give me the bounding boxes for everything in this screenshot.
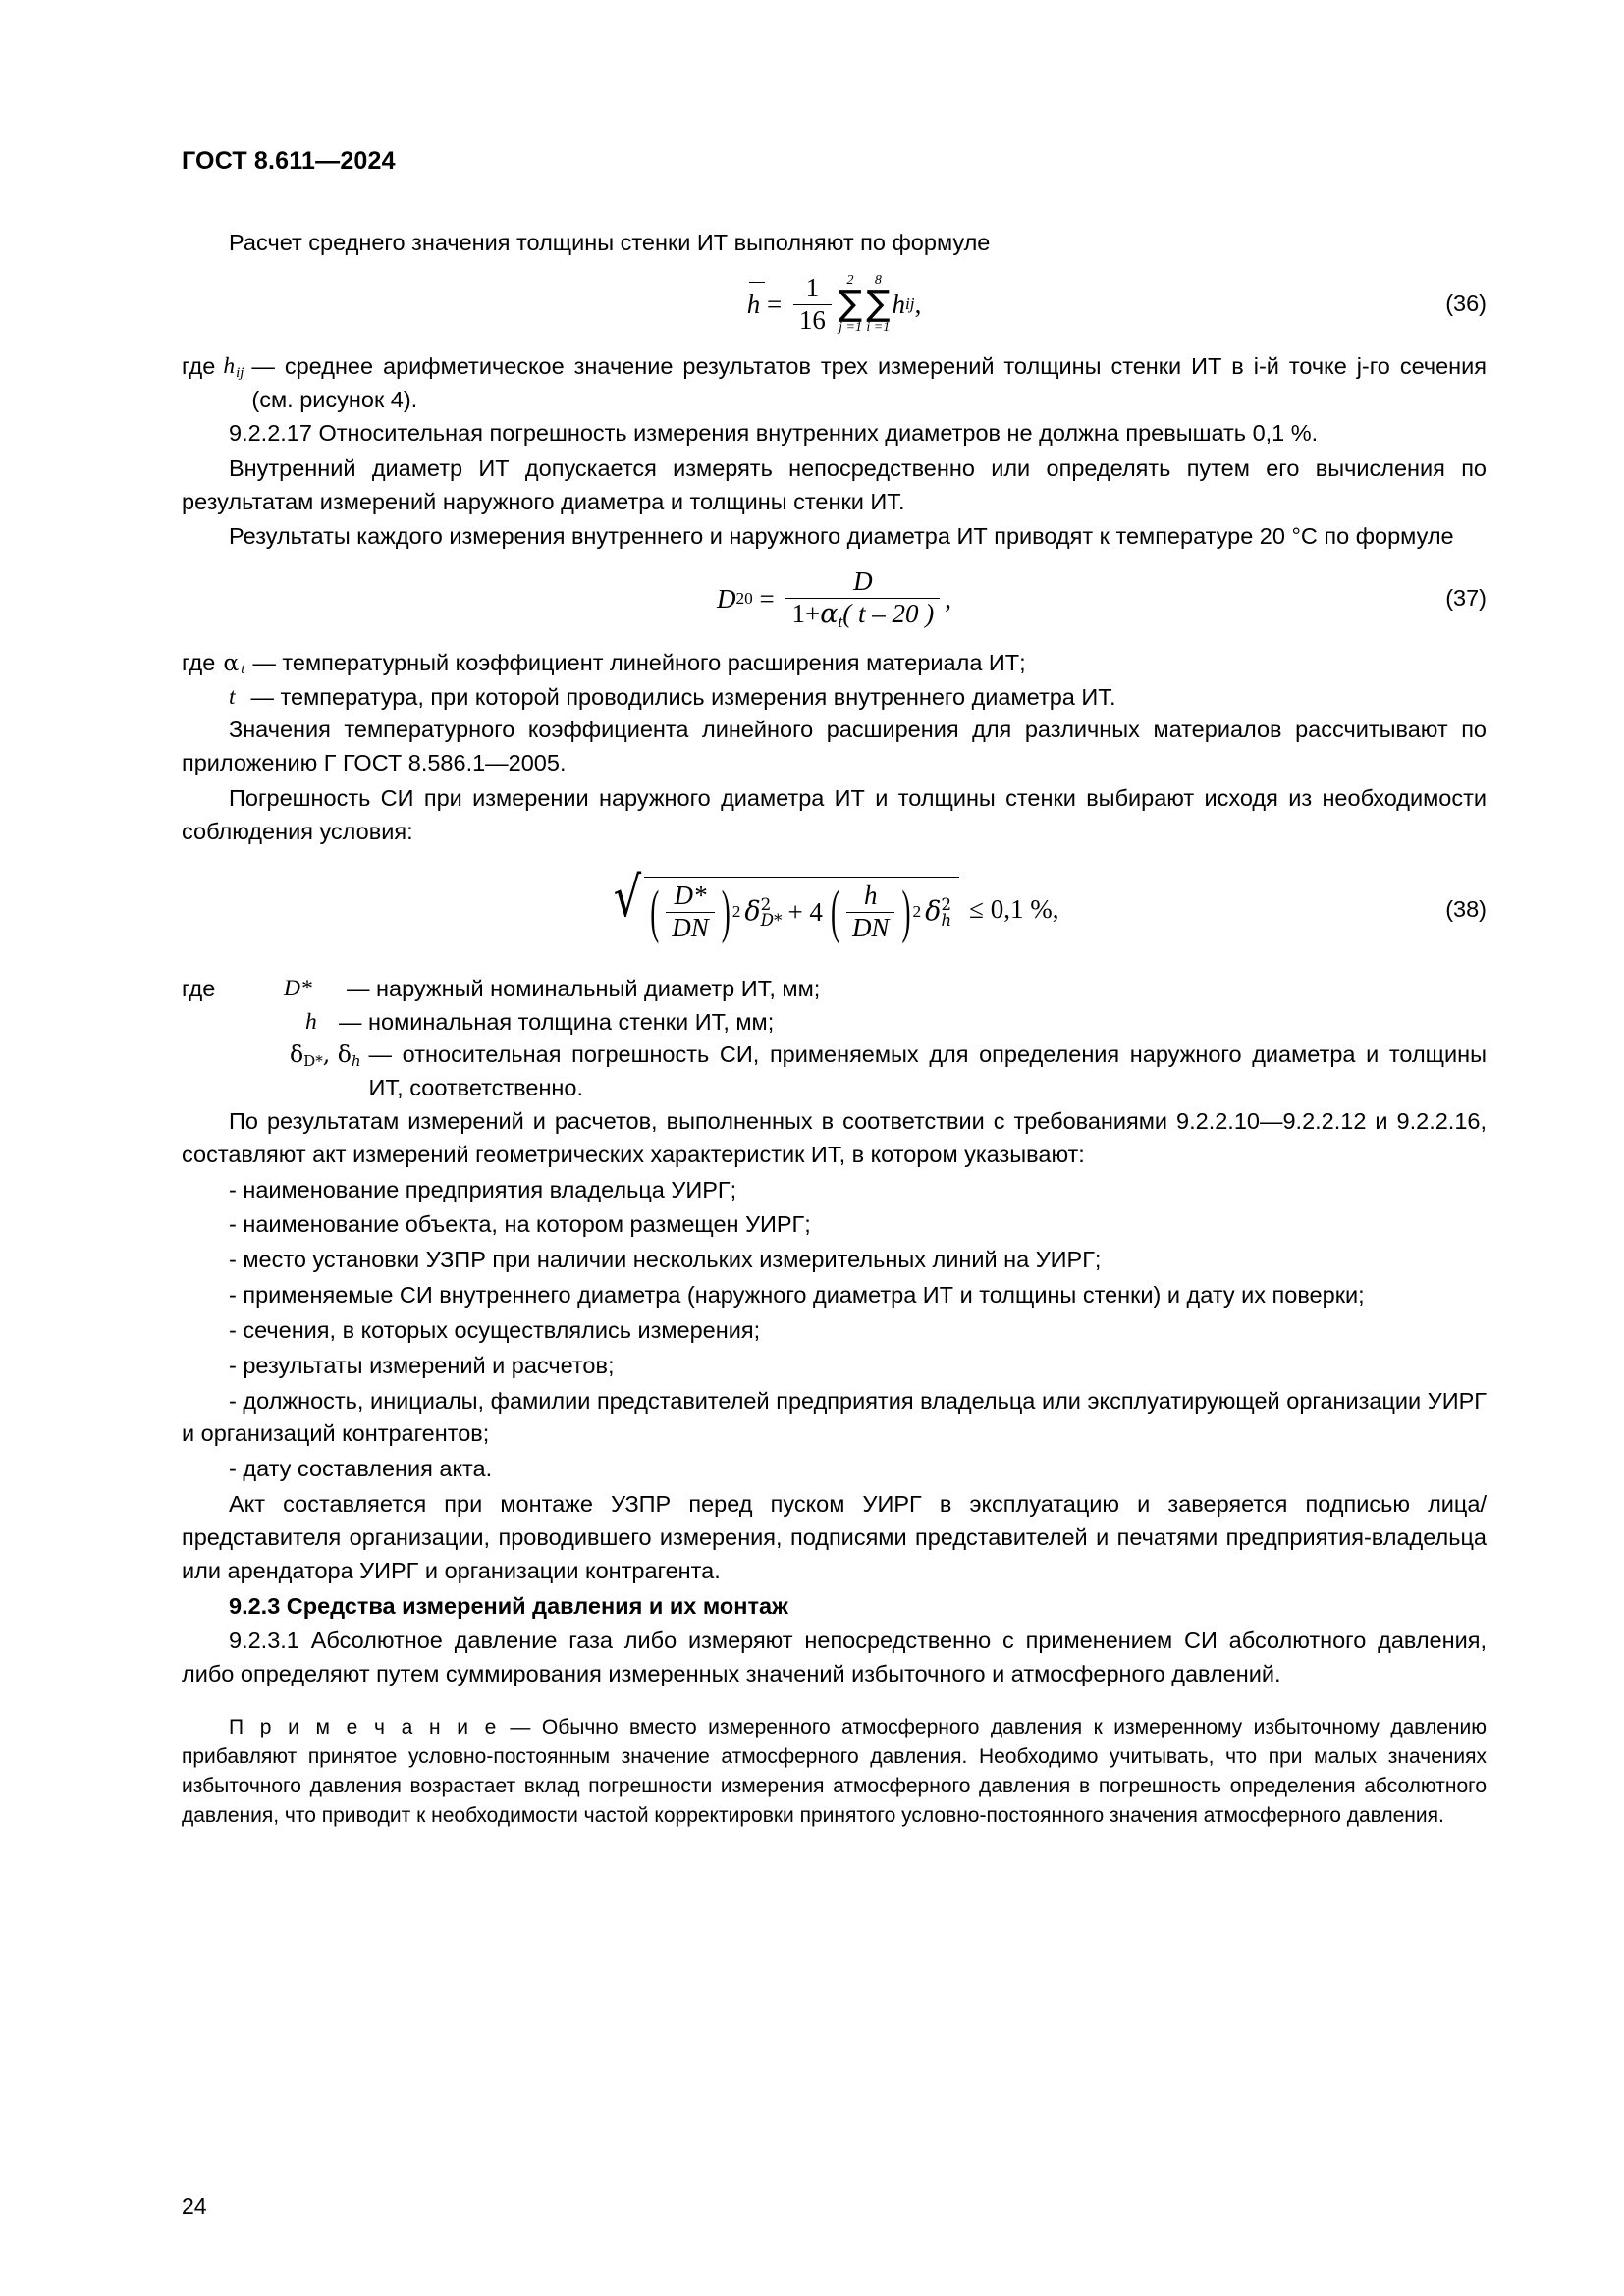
where-label-37: где (182, 649, 216, 675)
formula-38-number: (38) (1445, 895, 1487, 922)
paragraph-temperature-reduction: Результаты каждого измерения внутреннего и наружного диаметра ИТ приводят к температуре 20 °С по формуле (229, 523, 1454, 550)
paragraph-intro: Расчет среднего значения толщины стенки ИТ выполняют по формуле (229, 230, 991, 255)
where-text-38-d: — наружный номинальный диаметр ИТ, мм; (347, 975, 821, 1001)
formula-36-lhs: h (746, 289, 761, 319)
list-item: - место установки УЗПР при наличии нескольких измерительных линий на УИРГ; (229, 1247, 1102, 1273)
where-symbol-37: α (223, 648, 240, 676)
where-block-38-line3: $\delta_{D*}$, $\delta_h$ — относительная погрешность СИ, применяемых для определения наружного диаметра и толщины ИТ, соответственно. (182, 1039, 1487, 1105)
where-text-38-h: — номинальная толщина стенки ИТ, мм; (339, 1008, 775, 1035)
formula-36 (182, 274, 1487, 335)
list-item: - наименование объекта, на котором размещен УИРГ; (229, 1211, 811, 1238)
page-number: 24 (182, 2193, 207, 2218)
list-item: - применяемые СИ внутреннего диаметра (наружного диаметра ИТ и толщины стенки) и дату их поверки; (229, 1282, 1365, 1308)
paragraph-si-error: Погрешность СИ при измерении наружного диаметра ИТ и толщины стенки выбирают исходя из необходимости соблюдения условия: (182, 785, 1487, 844)
page-content (182, 227, 1487, 1830)
list-item: - дату составления акта. (229, 1456, 493, 1482)
list-item: - должность, инициалы, фамилии представителей предприятия владельца или эксплуатирующей организации УИРГ и организаций контрагентов; (182, 1387, 1487, 1447)
formula-38-rhs: ≤ 0,1 %, (969, 894, 1059, 925)
paragraph-inner-diameter: Внутренний диаметр ИТ допускается измерять непосредственно или определять путем его вычисления по результатам измерений наружного диаметра и толщины стенки ИТ. (182, 454, 1487, 514)
formula-37 (182, 567, 1487, 631)
where-label-36: где (182, 353, 216, 380)
where-label-38: где (182, 975, 216, 1001)
formula-38-expression (610, 866, 1059, 944)
formula-36-fraction: $\frac{1}{16}$ (793, 274, 832, 335)
formula-38 (182, 863, 1487, 957)
where-symbol-36: h (223, 353, 236, 380)
note-label: П р и м е ч а н и е (229, 1716, 499, 1739)
where-block-37-line2 (182, 681, 1487, 715)
formula-37-number: (37) (1445, 585, 1487, 612)
note-text: — Обычно вместо измеренного атмосферного давления к измеренному избыточному давлению прибавляют принятое условно-постоянным значение атмосферного давления. Необходимо учитывать, что при малых значениях избыточного давления возрастает вклад погрешности измерения атмосферного давления в погрешность определения абсолютного давления, что приводит к необходимости частой корректировки принятого условно-постоянного значения атмосферного давления. (182, 1716, 1487, 1827)
formula-37-expression: D 20 = $\frac{D}{1+\alpha_t( t - 20 )}$ , (716, 566, 951, 631)
formula-36-expression: h = $\frac{1}{16}$ 2 ∑ j =1 8 ∑ i =1 h ij , (746, 272, 922, 336)
where-symbol-38-delta-d: δ (290, 1041, 304, 1069)
formula-38-sqrt: √ ( $\frac{D*}{DN}$ ) 2 δ 2 D* + 4 ( $\frac{h}{DN}$ ) 2 δ 2 h (610, 877, 960, 942)
where-block-38-line1 (182, 973, 1487, 1006)
where-text-38-delta: — относительная погрешность СИ, применяемых для определения наружного диаметра и толщины ИТ, соответственно. (368, 1041, 1487, 1101)
where-block-36: где h $_{ij}$ — среднее арифметическое значение результатов трех измерений толщины стенки ИТ в i-й точке j-го сечения (см. рисунок 4). (182, 350, 1487, 417)
section-heading-9-2-3: 9.2.3 Средства измерений давления и их монтаж (229, 1592, 788, 1619)
page-header-standard-code: ГОСТ 8.611—2024 (182, 147, 396, 175)
formula-37-fraction: $\frac{D}{1+\alpha_t( t - 20 )}$ (785, 567, 940, 631)
list-item: - сечения, в которых осуществлялись измерения; (229, 1316, 761, 1343)
where-text-37-t: — температура, при которой проводились измерения внутреннего диаметра ИТ. (250, 683, 1116, 710)
where-symbol-38-d: D* (284, 975, 312, 1001)
where-symbol-38-h: h (305, 1008, 317, 1035)
paragraph-alpha-values: Значения температурного коэффициента линейного расширения для различных материалов рассчитывают по приложению Г ГОСТ 8.586.1—2005. (182, 717, 1487, 776)
formula-36-sum-j: 2 ∑ j =1 (838, 272, 863, 336)
formula-36-sum-i: 8 ∑ i =1 (866, 272, 891, 336)
paragraph-9-2-3-1: 9.2.3.1 Абсолютное давление газа либо измеряют непосредственно с применением СИ абсолютного давления, либо определяют путем суммирования измеренных значений избыточного и атмосферного давлений. (182, 1628, 1487, 1687)
where-text-36: — среднее арифметическое значение результатов трех измерений толщины стенки ИТ в i-й точке j-го сечения (см. рисунок 4). (251, 353, 1487, 413)
where-text-37: — температурный коэффициент линейного расширения материала ИТ; (252, 649, 1026, 675)
formula-36-term: h (892, 289, 905, 319)
list-item: - результаты измерений и расчетов; (229, 1352, 615, 1378)
formula-36-number: (36) (1445, 291, 1487, 317)
list-item: - наименование предприятия владельца УИРГ; (229, 1176, 737, 1202)
where-symbol-37-t: t (229, 683, 236, 710)
where-block-37-line1: где α $_t$ — температурный коэффициент линейного расширения материала ИТ; (182, 647, 1487, 681)
where-symbol-38-delta-h: δ (337, 1041, 352, 1069)
paragraph-9-2-2-17: 9.2.2.17 Относительная погрешность измерения внутренних диаметров не должна превышать 0,1 %. (229, 419, 1319, 446)
where-block-38-line2 (182, 1006, 1487, 1040)
paragraph-act-intro: По результатам измерений и расчетов, выполненных в соответствии с требованиями 9.2.2.10—9.2.2.12 и 9.2.2.16, составляют акт измерений геометрических характеристик ИТ, в котором указывают: (182, 1108, 1487, 1167)
note-block (182, 1713, 1487, 1830)
paragraph-act-signing: Акт составляется при монтаже УЗПР перед пуском УИРГ в эксплуатацию и заверяется подписью лица/представителя организации, проводившего измерения, подписями представителей и печатями предприятия-владельца или арендатора УИРГ и организации контрагента. (182, 1491, 1487, 1583)
